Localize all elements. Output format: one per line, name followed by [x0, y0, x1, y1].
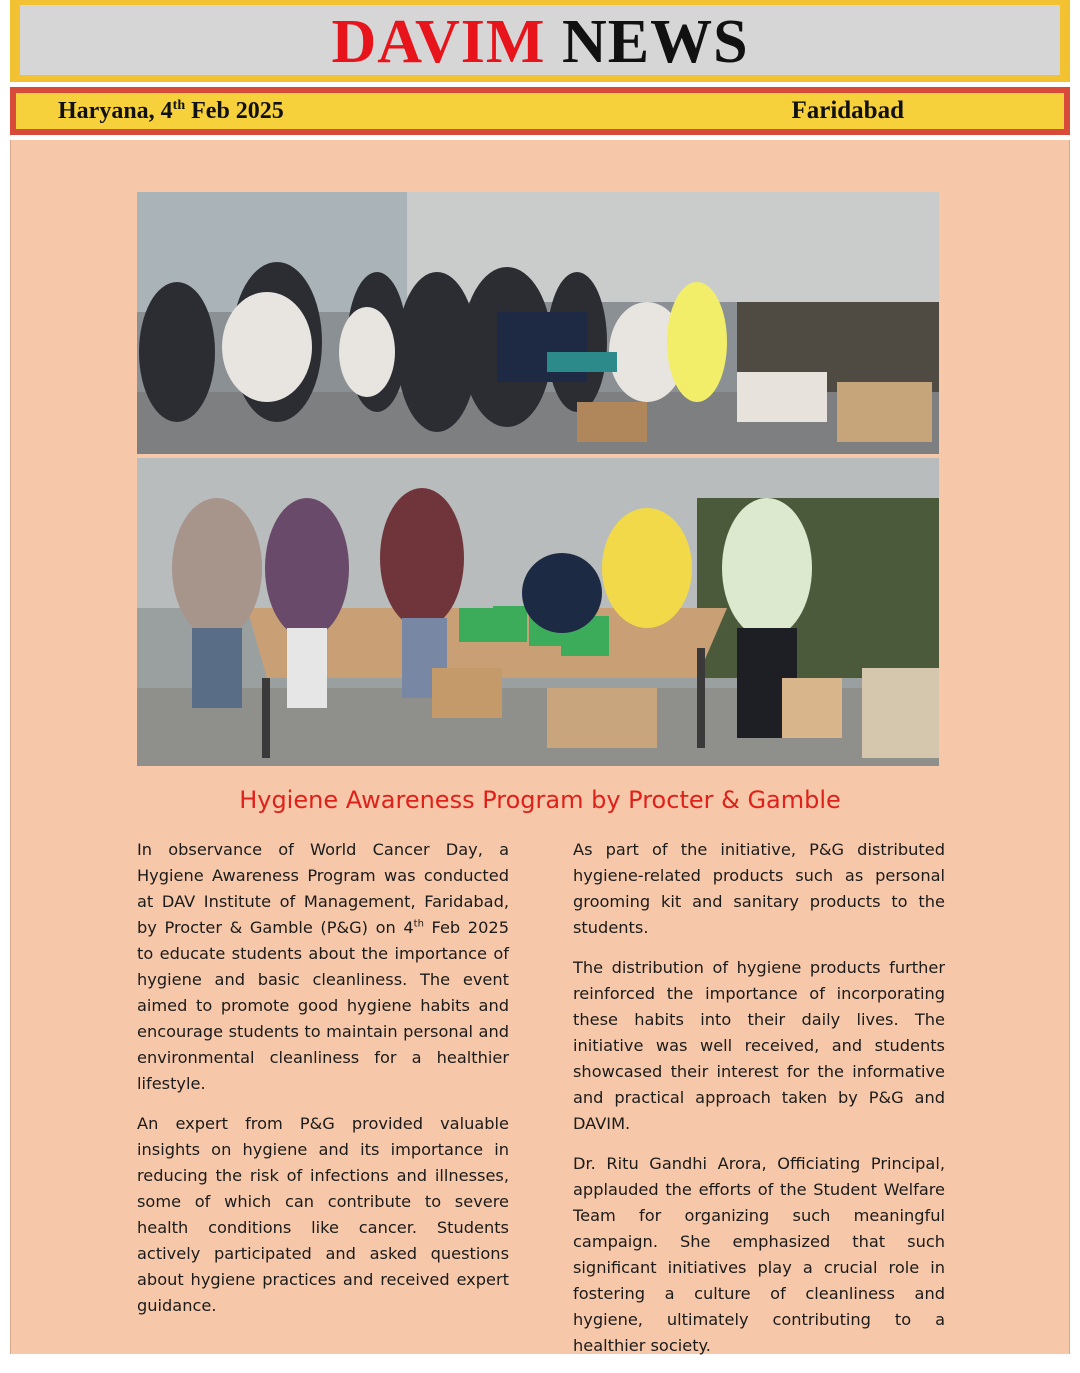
event-photo-crowd	[137, 192, 939, 454]
article-paragraph: In observance of World Cancer Day, a Hygiene Awareness Program was conducted at DAV Institute of Management, Faridabad, by Procter & Gamble (P&G) on 4th Feb 2025 to educate students about the importance of hygiene and basic cleanliness. The event aimed to promote good hygiene habits and encourage students to maintain personal and environmental cleanliness for a healthier lifestyle.	[137, 840, 509, 1093]
article-paragraph: As part of the initiative, P&G distributed hygiene-related products such as personal grooming kit and sanitary products to the students.	[573, 840, 945, 937]
article-column-left	[137, 837, 509, 1333]
event-photo-team	[137, 458, 939, 766]
newspaper-title	[20, 7, 1060, 77]
article-paragraph: Dr. Ritu Gandhi Arora, Officiating Principal, applauded the efforts of the Student Welfare Team for organizing such meaningful campaign. She emphasized that such significant initiatives play a crucial role in fostering a culture of cleanliness and hygiene, ultimately contributing to a healthier society.	[573, 1154, 945, 1355]
dateline-bar	[10, 87, 1070, 135]
masthead	[10, 0, 1070, 82]
article-column-right	[573, 837, 945, 1373]
title-davim: DAVIM	[331, 8, 546, 76]
article-headline: Hygiene Awareness Program by Procter & Gamble	[239, 786, 841, 814]
article-paragraph: An expert from P&G provided valuable insights on hygiene and its importance in reducing the risk of infections and illnesses, some of which can contribute to severe health conditions like cancer. Students actively participated and asked questions about hygiene practices and received expert guidance.	[137, 1114, 509, 1315]
title-news: NEWS	[561, 8, 749, 76]
dateline-inner	[16, 93, 1064, 129]
article-page	[10, 140, 1070, 1354]
masthead-banner	[20, 5, 1060, 75]
dateline-date: Haryana, 4th Feb 2025	[58, 98, 284, 124]
dateline-city: Faridabad	[791, 97, 904, 124]
article-paragraph: The distribution of hygiene products further reinforced the importance of incorporating these habits into their daily lives. The initiative was well received, and students showcased their interest for the informative and practical approach taken by P&G and DAVIM.	[573, 958, 945, 1133]
